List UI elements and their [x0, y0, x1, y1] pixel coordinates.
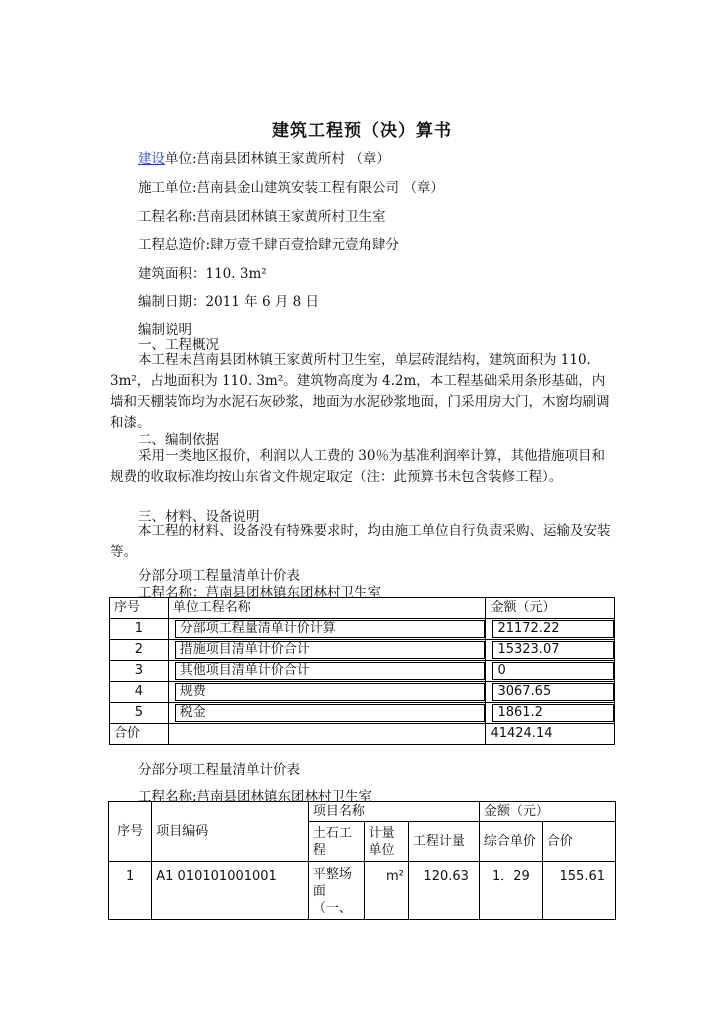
table2-project: 工程名称:莒南县团林镇东团林村卫生室 — [138, 789, 373, 805]
row-amount: 0 — [492, 662, 614, 680]
header-amount: 金额（元） — [479, 802, 615, 822]
compile-date: 编制日期：2011 年 6 月 8 日 — [138, 294, 319, 310]
row-name: 税金 — [175, 704, 486, 722]
header-earthwork: 土石工程 — [308, 822, 364, 862]
row-name-cell — [168, 661, 486, 682]
row-no: 2 — [110, 640, 169, 661]
table1-project: 工程名称：莒南县团林镇东团林村卫生室 — [138, 585, 381, 601]
section-2-body: 采用一类地区报价，利润以人工费的 30％为基准利润率计算，其他措施项目和规费的收取标准均按山东省文件规定取定（注：此预算书未包含装修工程）。 — [110, 448, 605, 485]
row-amount: 1861.2 — [492, 704, 614, 722]
row-amount: 3067.65 — [492, 683, 614, 701]
header-unit: 计量单位 — [364, 822, 408, 862]
header-total: 合价 — [542, 822, 615, 862]
header-amount: 金额（元） — [486, 598, 615, 619]
table-row — [109, 862, 616, 920]
build-unit-line — [138, 147, 390, 167]
header-unit-name: 单位工程名称 — [168, 598, 486, 619]
row-unit: m² — [364, 862, 408, 920]
row-code: A1 010101001001 — [152, 862, 309, 920]
item-pricing-table — [108, 801, 616, 920]
row-no: 3 — [110, 661, 169, 682]
section-1-body: 本工程未莒南县团林镇王家黄所村卫生室，单层砖混结构，建筑面积为 110. 3m²，占地面积为 110. 3m²。建筑物高度为 4.2m，本工程基础采用条形基础，内墙和天棚装饰均为水泥石灰砂浆，地面为水泥砂浆地面，门采用房大门，木窗均刷调和漆。 — [110, 352, 610, 431]
construction-unit: 施工单位:莒南县金山建筑安装工程有限公司 （章） — [138, 180, 444, 196]
header-unit-price: 综合单价 — [479, 822, 542, 862]
table-row — [110, 661, 615, 682]
header-no: 序号 — [110, 598, 169, 619]
total-label: 合价 — [110, 724, 169, 745]
building-area: 建筑面积：110. 3m² — [138, 266, 267, 282]
row-amount-cell — [486, 703, 615, 724]
row-no: 5 — [110, 703, 169, 724]
build-unit-link[interactable]: 建设 — [138, 151, 165, 167]
row-name: 措施项目清单计价合计 — [175, 641, 486, 659]
table-row — [110, 640, 615, 661]
row-unit-price: 1．29 — [479, 862, 542, 920]
row-name: 分部项工程量清单计价计算 — [175, 620, 486, 638]
summary-table — [109, 597, 615, 745]
section-3-title: 三、材料、设备说明 — [138, 509, 260, 525]
header-quantity: 工程计量 — [408, 822, 479, 862]
total-cost: 工程总造价:肆万壹千肆百壹拾肆元壹角肆分 — [138, 237, 400, 253]
total-empty — [168, 724, 486, 745]
table-row — [110, 682, 615, 703]
table2-caption: 分部分项工程量清单计价表 — [138, 762, 300, 778]
row-amount-cell — [486, 682, 615, 703]
row-no: 1 — [109, 862, 152, 920]
table-row — [110, 703, 615, 724]
build-unit-text: 单位:莒南县团林镇王家黄所村 （章） — [165, 151, 390, 167]
table-header-row — [109, 802, 616, 822]
total-amount: 41424.14 — [486, 724, 615, 745]
row-name-cell — [168, 703, 486, 724]
row-total: 155.61 — [542, 862, 615, 920]
project-name: 工程名称:莒南县团林镇王家黄所村卫生室 — [138, 209, 386, 225]
explanation-heading: 编制说明 — [138, 322, 192, 338]
row-item-name: 平整场面（一、 — [308, 862, 364, 920]
section-2-title: 二、编制依据 — [138, 432, 219, 448]
row-name: 规费 — [175, 683, 486, 701]
row-amount-cell — [486, 661, 615, 682]
row-name-cell — [168, 619, 486, 640]
table1-caption: 分部分项工程量清单计价表 — [138, 568, 300, 584]
row-amount: 15323.07 — [492, 641, 614, 659]
header-no: 序号 — [109, 802, 152, 862]
header-code: 项目编码 — [152, 802, 309, 862]
row-no: 1 — [110, 619, 169, 640]
row-no: 4 — [110, 682, 169, 703]
table-total-row — [110, 724, 615, 745]
row-quantity: 120.63 — [408, 862, 479, 920]
row-name-cell — [168, 682, 486, 703]
row-amount-cell — [486, 619, 615, 640]
row-amount: 21172.22 — [492, 620, 614, 638]
document-title: 建筑工程预（决）算书 — [272, 121, 452, 141]
table-header-row — [110, 598, 615, 619]
section-1-title: 一、工程概况 — [138, 337, 219, 353]
table-row — [110, 619, 615, 640]
row-name: 其他项目清单计价合计 — [175, 662, 486, 680]
section-3-body: 本工程的材料、设备没有特殊要求时，均由施工单位自行负责采购、运输及安装等。 — [110, 523, 611, 560]
row-name-cell — [168, 640, 486, 661]
row-amount-cell — [486, 640, 615, 661]
header-item-name: 项目名称 — [308, 802, 479, 822]
